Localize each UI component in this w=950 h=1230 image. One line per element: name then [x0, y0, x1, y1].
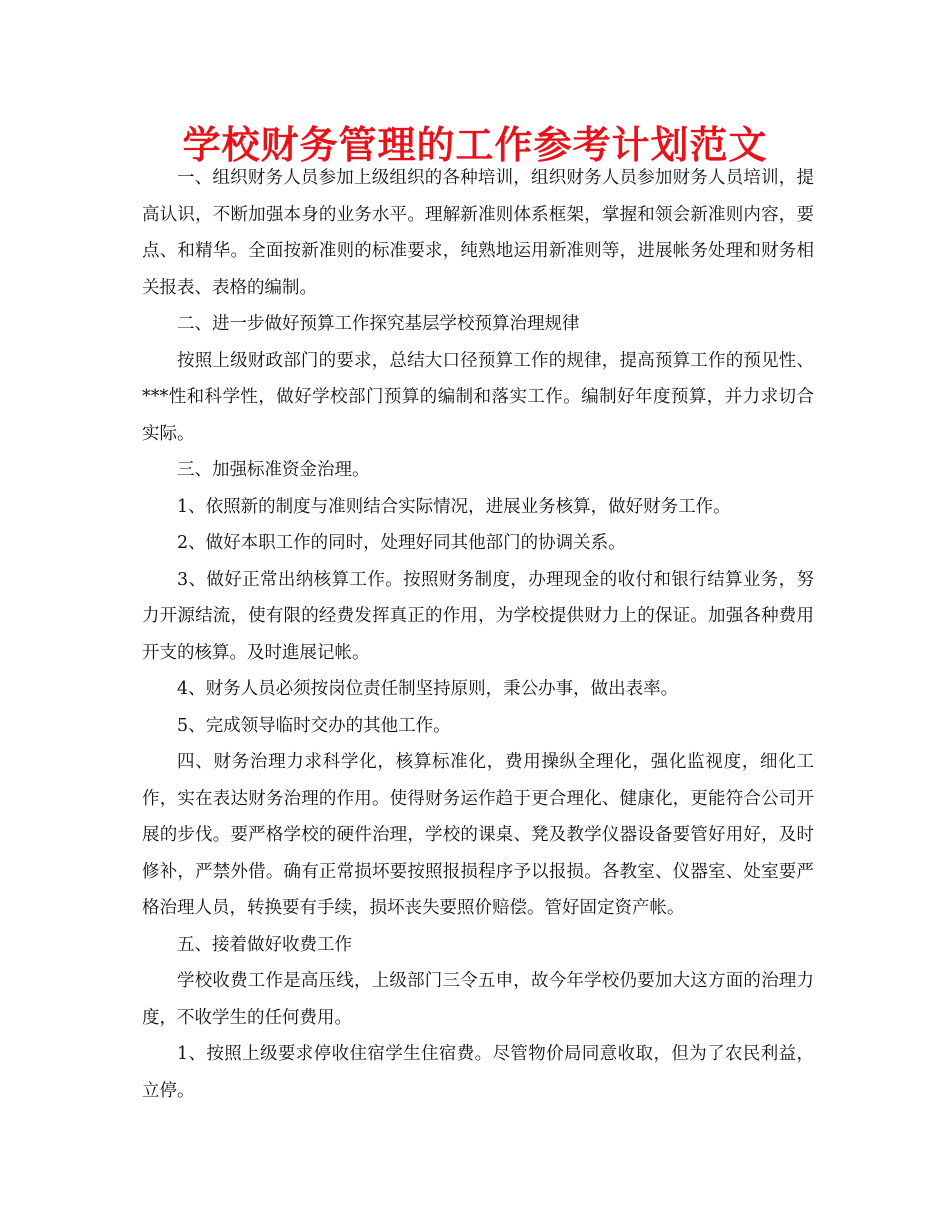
paragraph: 5、完成领导临时交办的其他工作。: [177, 715, 451, 736]
paragraph: 学校收费工作是高压线，上级部门三令五申，故今年学校仍要加大这方面的治理力度，不收学生的任何费用。: [142, 971, 814, 1028]
paragraph: 2、做好本职工作的同时，处理好同其他部门的协调关系。: [177, 533, 626, 553]
document-title: 学校财务管理的工作参考计划范文: [182, 122, 768, 167]
paragraph: 四、财务治理力求科学化，核算标准化，费用操纵全理化，强化监视度，细化工作，实在表达财务治理的作用。使得财务运作趋于更合理化、健康化，更能符合公司开展的步伐。要严格学校的硬件治理，学校的课桌、凳及教学仪器设备要管好用好，及时修补，严禁外借。确有正常损坏要按照报损程序予以报损。各教室、仪器室、处室要严格治理人员，转换要有手续，损坏丧失要照价赔偿。管好固定资产帐。: [142, 752, 814, 918]
paragraph: 1、依照新的制度与准则结合实际情况，进展业务核算，做好财务工作。: [177, 496, 731, 517]
paragraph: 按照上级财政部门的要求，总结大口径预算工作的规律，提高预算工作的预见性、***性和科学性，做好学校部门预算的编制和落实工作。编制好年度预算，并力求切合实际。: [142, 350, 814, 444]
paragraph: 三、加强标准资金治理。: [177, 460, 370, 480]
paragraph: 1、按照上级要求停收住宿学生住宿费。尽管物价局同意收取，但为了农民利益，立停。: [142, 1044, 814, 1101]
paragraph: 五、接着做好收费工作: [177, 934, 352, 955]
paragraph: 4、财务人员必须按岗位责任制坚持原则，秉公办事，做出表率。: [177, 679, 679, 699]
document-body: [142, 160, 814, 1109]
paragraph: 3、做好正常出纳核算工作。按照财务制度，办理现金的收付和银行结算业务，努力开源结流，使有限的经费发挥真正的作用，为学校提供财力上的保证。加强各种费用开支的核算。及时進展记帐。: [142, 569, 814, 663]
paragraph: 一、组织财务人员参加上级组织的各种培训，组织财务人员参加财务人员培训，提高认识，不断加强本身的业务水平。理解新准则体系框架，掌握和领会新准则内容，要点、和精华。全面按新准则的标准要求，纯熟地运用新准则等，进展帐务处理和财务相关报表、表格的编制。: [142, 168, 814, 298]
paragraph: 二、进一步做好预算工作探究基层学校预算治理规律: [177, 314, 580, 334]
